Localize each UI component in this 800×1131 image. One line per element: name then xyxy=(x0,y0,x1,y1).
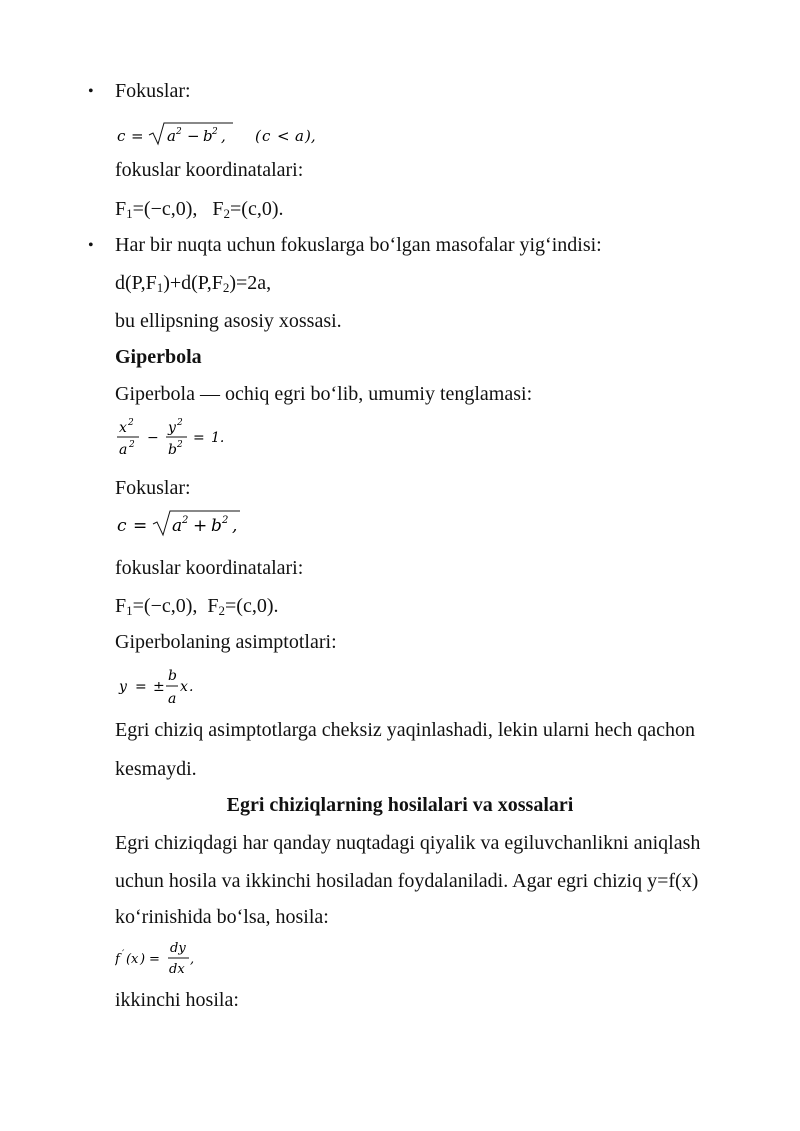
svg-text:): ) xyxy=(140,952,146,967)
formula-c-hyperbola-render xyxy=(115,509,255,541)
svg-text:.: . xyxy=(189,679,194,695)
foci-1-b-sub: 2 xyxy=(223,206,231,221)
asymptote-equation xyxy=(115,663,215,715)
focal-sum-text: Har bir nuqta uchun fokuslarga bo‘lgan masofalar yig‘indisi: xyxy=(115,234,602,256)
sum-b: )+d(P,F xyxy=(163,272,223,294)
foci-coords-2 xyxy=(115,594,279,618)
derivative-equation xyxy=(115,935,225,987)
svg-text:,: , xyxy=(190,952,195,967)
hyperbola-heading: Giperbola xyxy=(115,346,202,368)
svg-text:=: = xyxy=(149,952,160,967)
svg-text:′: ′ xyxy=(122,949,125,960)
svg-text:=: = xyxy=(135,679,147,695)
svg-text:(: ( xyxy=(255,127,261,145)
sum-a-sub: 1 xyxy=(156,280,164,295)
derivatives-paragraph-line-1: Egri chiziqdagi har qanday nuqtadagi qiyalik va egiluvchanlikni aniqlash xyxy=(115,832,701,854)
svg-text:,: , xyxy=(232,516,238,536)
svg-text:2: 2 xyxy=(182,515,189,526)
svg-text:dy: dy xyxy=(170,941,186,956)
svg-text:2: 2 xyxy=(177,418,183,428)
ellipse-property: bu ellipsning asosiy xossasi. xyxy=(115,310,342,332)
sum-c: )=2a, xyxy=(229,272,272,294)
svg-text:+: + xyxy=(193,516,208,536)
svg-text:=: = xyxy=(193,430,205,446)
focal-sum-formula xyxy=(115,271,271,295)
svg-text:c: c xyxy=(117,516,127,536)
svg-text:x: x xyxy=(131,952,139,967)
asymptote-equation-render xyxy=(115,663,215,711)
svg-text:2: 2 xyxy=(128,418,134,428)
svg-text:2: 2 xyxy=(177,440,183,450)
asymptote-text-2: kesmaydi. xyxy=(115,758,197,780)
svg-text:b: b xyxy=(211,516,222,536)
svg-text:±: ± xyxy=(153,679,165,695)
svg-text:b: b xyxy=(168,442,177,458)
svg-text:y: y xyxy=(119,679,127,695)
derivatives-paragraph-line-2: uchun hosila va ikkinchi hosiladan foydalaniladi. Agar egri chiziq y=f(x) xyxy=(115,870,699,892)
hyperbola-equation-render xyxy=(115,414,245,462)
svg-text:a: a xyxy=(172,516,183,536)
foci-coords-label-1: fokuslar koordinatalari: xyxy=(115,159,304,181)
foci-1-a-rest: =(−c,0), F xyxy=(132,198,224,220)
svg-text:b: b xyxy=(168,668,177,684)
svg-text:a: a xyxy=(295,127,304,145)
hyperbola-intro: Giperbola — ochiq egri bo‘lib, umumiy tenglamasi: xyxy=(115,383,533,405)
formula-c-hyperbola xyxy=(115,509,255,545)
svg-text:a: a xyxy=(167,127,176,145)
svg-text:=: = xyxy=(131,127,144,145)
sum-a: d(P,F xyxy=(115,272,157,294)
foci-2-a-sub: 1 xyxy=(126,603,133,618)
svg-text:c: c xyxy=(262,127,271,145)
foci-1-a-sub: 1 xyxy=(126,206,133,221)
svg-text:2: 2 xyxy=(212,127,218,137)
svg-text:a: a xyxy=(119,442,128,458)
svg-text:a: a xyxy=(168,691,177,707)
svg-text:,: , xyxy=(221,127,226,145)
svg-text:c: c xyxy=(117,127,126,145)
svg-text:2: 2 xyxy=(129,440,135,450)
foci-2-a-rest: =(−c,0), F xyxy=(132,595,219,617)
svg-text:),: ), xyxy=(305,127,316,145)
foci-2-b-sub: 2 xyxy=(218,603,226,618)
foci-2-b-rest: =(c,0). xyxy=(225,595,279,617)
asymptote-text-1: Egri chiziq asimptotlarga cheksiz yaqinlashadi, lekin ularni hech qachon xyxy=(115,719,695,741)
foci-coords-1 xyxy=(115,197,284,221)
svg-text:=: = xyxy=(133,516,148,536)
svg-text:−: − xyxy=(147,430,159,446)
second-derivative-label: ikkinchi hosila: xyxy=(115,989,239,1011)
svg-text:dx: dx xyxy=(169,962,185,977)
foci-1-b-rest: =(c,0). xyxy=(230,198,284,220)
foci-1-a: F xyxy=(115,198,127,220)
foci-label-1: Fokuslar: xyxy=(115,80,191,102)
svg-text:2: 2 xyxy=(176,127,182,137)
foci-label-2: Fokuslar: xyxy=(115,477,191,499)
hyperbola-equation xyxy=(115,414,245,466)
svg-text:−: − xyxy=(187,127,200,145)
svg-text:y: y xyxy=(168,420,176,436)
svg-text:x: x xyxy=(180,679,188,695)
svg-text:x: x xyxy=(119,420,127,436)
derivatives-heading: Egri chiziqlarning hosilalari va xossalari xyxy=(226,794,574,816)
sum-b-sub: 2 xyxy=(222,280,230,295)
svg-text:(: ( xyxy=(126,952,132,967)
svg-text:2: 2 xyxy=(222,515,229,526)
formula-c-ellipse xyxy=(115,121,345,156)
svg-text:<: < xyxy=(277,127,290,145)
bullet-1: • xyxy=(88,83,94,100)
asymptotes-label: Giperbolaning asimptotlari: xyxy=(115,631,337,653)
svg-text:f: f xyxy=(115,952,120,967)
foci-2-a: F xyxy=(115,595,127,617)
svg-text:1.: 1. xyxy=(211,430,225,446)
svg-text:b: b xyxy=(203,127,213,145)
derivative-equation-render xyxy=(115,935,225,983)
bullet-2: • xyxy=(88,237,94,254)
foci-coords-label-2: fokuslar koordinatalari: xyxy=(115,557,304,579)
derivatives-paragraph-line-3: ko‘rinishida bo‘lsa, hosila: xyxy=(115,906,329,928)
formula-c-ellipse-render xyxy=(115,121,345,149)
